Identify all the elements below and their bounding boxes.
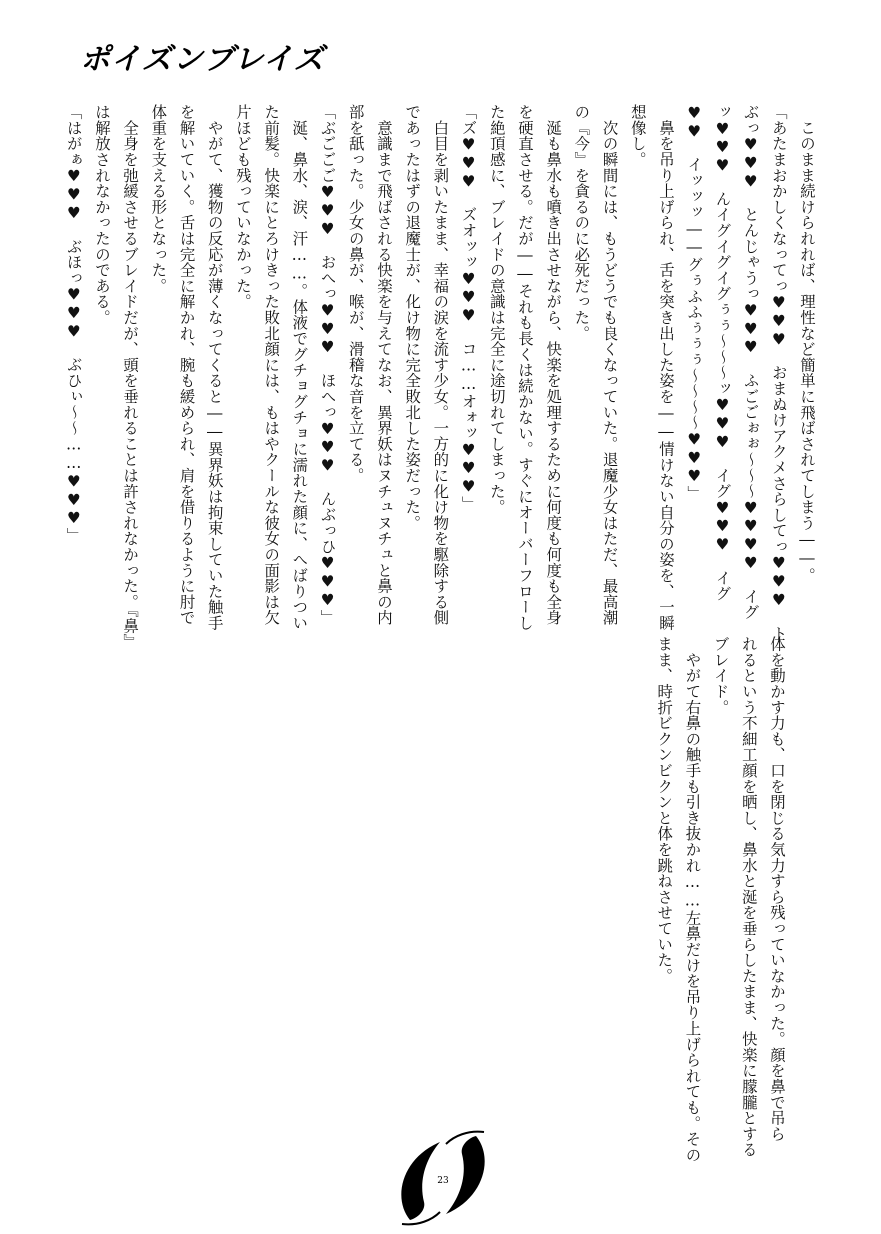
text-line: このまま続けられれば、理性など簡単に飛ばされてしまう――。 xyxy=(798,104,816,584)
text-line: 「はがぁ♥♥♥ ぶほっ♥♥♥ ぶひぃ～～……♥♥♥」 xyxy=(64,104,83,544)
text-line: 白目を剥いたまま、幸福の涙を流す少女。一方的に化け物を駆除する側 xyxy=(431,104,450,626)
text-line: ♥♥ イッッッ――グぅふふぅぅぅ～～～～♥♥♥」 xyxy=(685,104,704,502)
page-folio xyxy=(388,1128,498,1228)
text-line: 全身を弛緩させるブレイドだが、頭を垂れることは許されなかった。『鼻』 xyxy=(121,104,140,650)
text-line: を解いていく。舌は完全に解かれ、腕も緩められ、肩を借りるように肘で xyxy=(177,104,196,626)
running-title: ポイズンブレイズ xyxy=(80,42,325,77)
text-line: やがて右鼻の触手も引き抜かれ……左鼻だけを吊り上げられても。その xyxy=(683,636,702,1163)
text-line: 部を舐った。少女の鼻が、喉が、滑稽な音を立てる。 xyxy=(346,104,365,484)
text-line: れるという不細工顔を晒し、鼻水と涎を垂らしたまま、快楽に朦朧とする xyxy=(739,636,758,1158)
text-line: やがて、獲物の反応が薄くなってくると――異界妖は拘束していた触手 xyxy=(205,104,224,631)
text-line: は解放されなかったのである。 xyxy=(92,104,111,326)
text-line: 「ズ♥♥♥ ズオッッ♥♥♥ コ……オォッ♥♥♥」 xyxy=(459,104,478,512)
page-number: 23 xyxy=(437,1176,449,1186)
text-line: 次の瞬間には、もうどうでも良くなっていた。退魔少女はただ、最高潮 xyxy=(600,104,619,626)
text-line: 「ぶごごご♥♥♥ おへっ♥♥♥ ほへっ♥♥♥ んぶっひ♥♥♥」 xyxy=(318,104,337,625)
text-line: の『今』を貪るのに必死だった。 xyxy=(572,104,591,341)
body-text-lower xyxy=(591,636,791,1163)
text-line: 「あたまおかしくなってっ♥♥♥ おまぬけアクメさらしてっ♥♥♥ ト xyxy=(769,104,788,641)
text-line: ブレイド。 xyxy=(711,636,730,715)
body-text-upper xyxy=(64,104,821,650)
text-line: た前髪。快楽にとろけきった敗北顔には、もはやクールな彼女の面影は欠 xyxy=(262,104,281,626)
text-line: 体を動かす力も、口を閉じる気力すら残っていなかった。顔を鼻で吊ら xyxy=(768,636,786,1142)
text-line: 鼻を吊り上げられ、舌を突き出した姿を――情けない自分の姿を、一瞬 xyxy=(656,104,675,631)
text-line: 意識まで飛ばされる快楽を与えてなお、異界妖はヌチュヌチュと鼻の内 xyxy=(374,104,393,626)
text-line: まま、時折ビクンビクンと体を跳ねさせていた。 xyxy=(655,636,674,984)
text-line: た絶頂感に、ブレイドの意識は完全に途切れてしまった。 xyxy=(487,104,506,515)
text-line: 涎も鼻水も噴き出させながら、快楽を処理するために何度も何度も全身 xyxy=(544,104,563,626)
text-line: ッ♥♥♥ んイグイグイグぅぅ～～～ッ♥♥♥ イグ♥♥♥ イグ xyxy=(713,104,732,602)
text-line: であったはずの退魔士が、化け物に完全敗北した姿だった。 xyxy=(403,104,422,531)
text-line: 片ほども残っていなかった。 xyxy=(233,104,252,310)
text-line: ぶっ♥♥♥ とんじゃうっ♥♥♥ ふごごぉぉ～～～♥♥♥♥ イグ xyxy=(741,104,760,620)
text-line: を硬直させる。だが――それも長くは続かない。すぐにオーバーフローし xyxy=(515,104,534,631)
text-line: 涎、鼻水、涙、汗……。体液でグチョグチョに濡れた顔に、へばりつい xyxy=(290,104,309,631)
text-line: 体重を支える形となった。 xyxy=(149,104,168,294)
text-line: 想像し。 xyxy=(628,104,647,168)
